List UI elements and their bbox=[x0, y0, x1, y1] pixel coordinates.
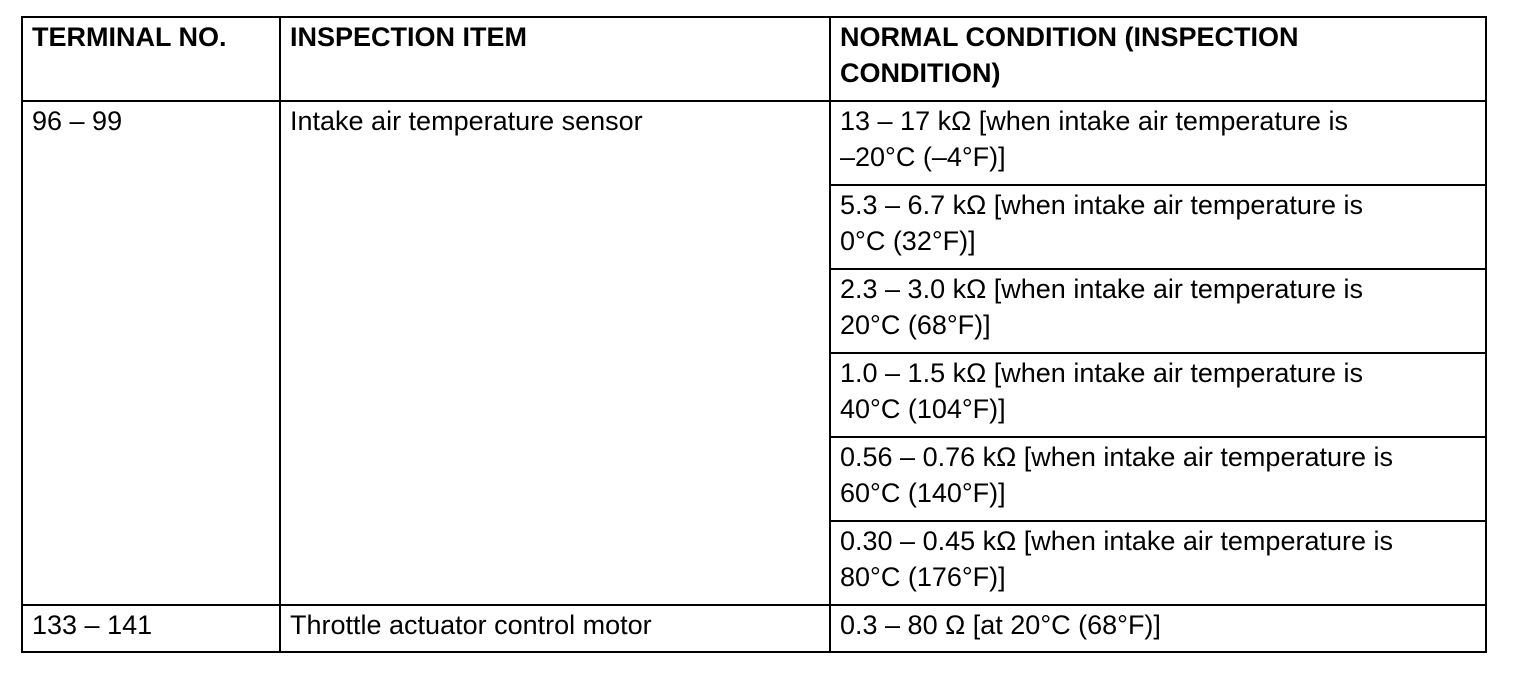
condition-line1: 13 – 17 kΩ [when intake air temperature is bbox=[840, 106, 1348, 136]
condition-line2: 40°C (104°F)] bbox=[840, 394, 1006, 424]
header-normal-condition-line1: NORMAL CONDITION (INSPECTION bbox=[840, 22, 1299, 52]
condition-line2: 20°C (68°F)] bbox=[840, 310, 991, 340]
normal-condition-cell bbox=[830, 437, 1486, 521]
condition-line1: 5.3 – 6.7 kΩ [when intake air temperature is bbox=[840, 190, 1363, 220]
terminal-no-cell: 133 – 141 bbox=[22, 605, 280, 652]
normal-condition-cell bbox=[830, 185, 1486, 269]
normal-condition-cell bbox=[830, 353, 1486, 437]
table-row bbox=[22, 605, 1486, 652]
condition-line2: 0°C (32°F)] bbox=[840, 226, 976, 256]
header-terminal-no: TERMINAL NO. bbox=[22, 17, 280, 101]
condition-line1: 2.3 – 3.0 kΩ [when intake air temperature is bbox=[840, 274, 1363, 304]
normal-condition-cell: 0.3 – 80 Ω [at 20°C (68°F)] bbox=[830, 605, 1486, 652]
normal-condition-cell bbox=[830, 101, 1486, 185]
header-normal-condition-line2: CONDITION) bbox=[840, 58, 1001, 88]
condition-line2: 60°C (140°F)] bbox=[840, 478, 1006, 508]
header-normal-condition bbox=[830, 17, 1486, 101]
normal-condition-cell bbox=[830, 269, 1486, 353]
inspection-item-cell: Throttle actuator control motor bbox=[280, 605, 830, 652]
terminal-no-cell: 96 – 99 bbox=[22, 101, 280, 605]
condition-line2: –20°C (–4°F)] bbox=[840, 142, 1006, 172]
condition-line1: 1.0 – 1.5 kΩ [when intake air temperature is bbox=[840, 358, 1363, 388]
table-row bbox=[22, 101, 1486, 185]
table-header-row bbox=[22, 17, 1486, 101]
inspection-item-cell: Intake air temperature sensor bbox=[280, 101, 830, 605]
header-inspection-item: INSPECTION ITEM bbox=[280, 17, 830, 101]
normal-condition-cell bbox=[830, 521, 1486, 605]
condition-line2: 80°C (176°F)] bbox=[840, 562, 1006, 592]
inspection-table bbox=[21, 16, 1487, 653]
condition-line1: 0.30 – 0.45 kΩ [when intake air temperature is bbox=[840, 526, 1393, 556]
condition-line1: 0.56 – 0.76 kΩ [when intake air temperature is bbox=[840, 442, 1393, 472]
